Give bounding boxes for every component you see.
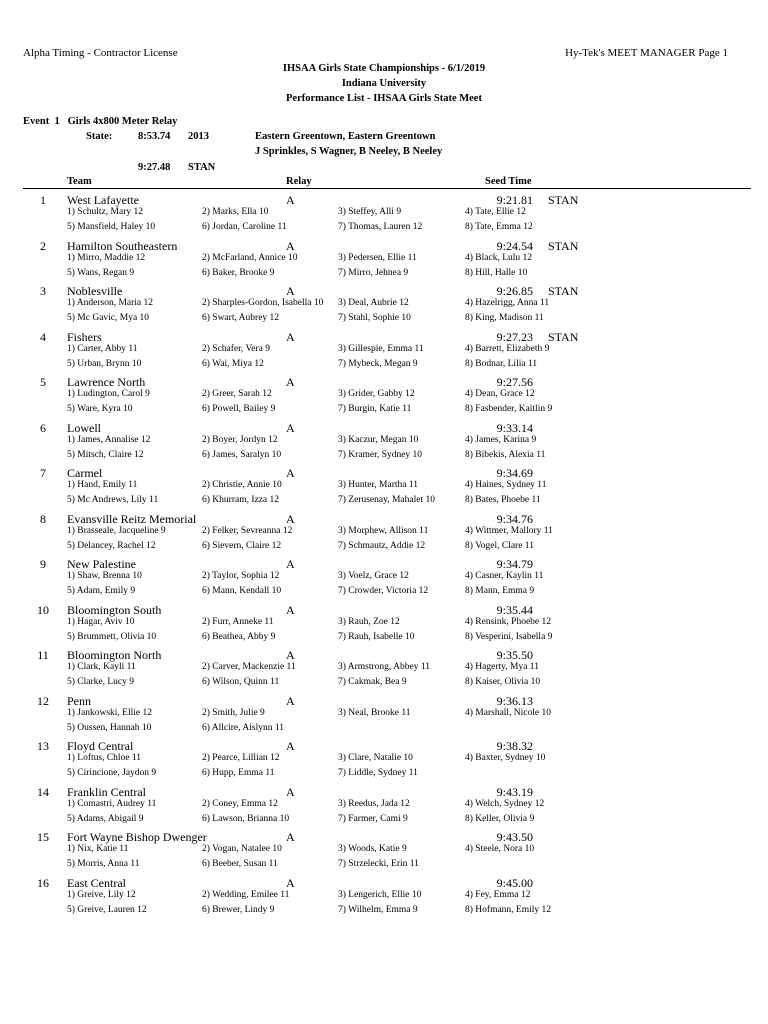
entry-relay: A: [286, 830, 295, 844]
swimmer-name: 3) Pedersen, Ellie 11: [338, 252, 417, 263]
relay-entry: [0, 648, 768, 693]
swimmer-name: 3) Voelz, Grace 12: [338, 571, 409, 581]
entry-seed-time: 9:34.69: [496, 466, 533, 480]
swimmer-name: 7) Crowder, Victoria 12: [338, 586, 429, 596]
entry-seed-time: 9:27.56: [496, 375, 533, 389]
swimmer-name: 5) Cirincione, Jaydon 9: [67, 768, 157, 778]
swimmer-name: 1) Brasseale, Jacqueline 9: [67, 525, 166, 536]
swimmer-name: 7) Wilhelm, Emma 9: [338, 904, 418, 915]
swimmer-name: 5) Brummett, Olivia 10: [67, 631, 157, 642]
swimmer-name: 2) Marks, Ella 10: [202, 207, 269, 217]
entry-team: Lawrence North: [67, 375, 146, 389]
swimmer-name: 2) Coney, Emma 12: [202, 798, 278, 809]
swimmer-name: 7) Liddle, Sydney 11: [338, 768, 418, 778]
swimmer-name: 4) Black, Lulu 12: [465, 252, 533, 263]
relay-entry: [0, 193, 768, 238]
header-divider: [23, 188, 751, 189]
swimmer-name: 8) Kaiser, Olivia 10: [465, 677, 541, 687]
swimmer-name: 4) Barrett, Elizabeth 9: [465, 343, 550, 354]
swimmer-name: 8) Vogel, Clare 11: [465, 540, 534, 551]
entry-relay: A: [286, 329, 295, 344]
relay-entry: [0, 603, 768, 648]
swimmer-name: 7) Farmer, Cami 9: [338, 813, 408, 824]
swimmer-name: 2) Greer, Sarah 12: [202, 389, 272, 399]
swimmer-name: 3) Deal, Aubrie 12: [338, 298, 409, 308]
swimmer-name: 4) Casner, Kaylin 11: [465, 571, 544, 581]
swimmer-name: 4) Baxter, Sydney 10: [465, 753, 546, 763]
swimmer-name: 3) Kaczur, Megan 10: [338, 434, 419, 445]
swimmer-name: 6) Khurram, Izza 12: [202, 495, 280, 505]
entry-rank: 12: [37, 693, 49, 708]
swimmer-name: 6) Jordan, Caroline 11: [202, 222, 287, 232]
column-team: Team: [67, 176, 92, 187]
entry-seed-time: 9:33.14: [496, 420, 533, 435]
entry-rank: 8: [40, 511, 46, 526]
swimmer-name: 5) Ware, Kyra 10: [67, 404, 133, 414]
entry-team: Noblesville: [67, 284, 123, 298]
entry-team: Penn: [67, 693, 91, 708]
entry-seed-time: 9:26.85: [496, 284, 533, 298]
entry-relay: A: [286, 420, 295, 435]
entry-seed-time: 9:21.81: [496, 193, 533, 207]
entry-rank: 15: [37, 830, 49, 844]
entry-rank: 7: [40, 466, 46, 480]
swimmer-name: 7) Mirro, Jehnea 9: [338, 267, 409, 278]
swimmer-name: 6) Allcire, Aislynn 11: [202, 722, 284, 733]
entry-rank: 3: [40, 284, 46, 298]
entry-rank: 2: [40, 238, 46, 253]
relay-entry: [0, 284, 768, 329]
swimmer-name: 3) Lengerich, Ellie 10: [338, 889, 422, 900]
swimmer-name: 5) Adams, Abigail 9: [67, 813, 144, 824]
entry-standard: STAN: [548, 284, 579, 298]
swimmer-name: 4) Fey, Emma 12: [465, 889, 531, 900]
entry-rank: 4: [40, 329, 46, 344]
entry-relay: A: [286, 466, 295, 480]
swimmer-name: 1) Loftus, Chloe 11: [67, 753, 142, 763]
swimmer-name: 3) Morphew, Allison 11: [338, 525, 429, 536]
swimmer-name: 5) Mitsch, Claire 12: [67, 449, 144, 460]
relay-entry: [0, 739, 768, 784]
entry-relay: A: [286, 693, 295, 708]
swimmer-name: 1) Nix, Katie 11: [67, 844, 129, 854]
swimmer-name: 7) Schmautz, Addie 12: [338, 540, 426, 551]
swimmer-name: 3) Neal, Brooke 11: [338, 707, 411, 718]
swimmer-name: 8) Bibekis, Alexia 11: [465, 449, 546, 460]
entry-seed-time: 9:36.13: [496, 693, 533, 708]
swimmer-name: 2) McFarland, Annice 10: [202, 252, 298, 263]
swimmer-name: 7) Cakmak, Bea 9: [338, 677, 407, 687]
entry-relay: A: [286, 602, 295, 617]
swimmer-name: 8) Bodnar, Lilia 11: [465, 358, 538, 369]
swimmer-name: 1) Jankowski, Ellie 12: [67, 707, 152, 718]
swimmer-name: 4) Welch, Sydney 12: [465, 798, 545, 809]
swimmer-name: 5) Mansfield, Haley 10: [67, 222, 156, 232]
entry-seed-time: 9:38.32: [496, 739, 533, 753]
swimmer-name: 8) Hill, Halle 10: [465, 267, 528, 278]
swimmer-name: 7) Stahl, Sophie 10: [338, 313, 411, 323]
swimmer-name: 2) Schafer, Vera 9: [202, 343, 271, 354]
swimmer-name: 5) Morris, Anna 11: [67, 859, 140, 869]
standard-time: 9:27.48: [138, 162, 171, 173]
swimmer-name: 3) Gillespie, Emma 11: [338, 343, 424, 354]
swimmer-name: 4) Marshall, Nicole 10: [465, 707, 552, 718]
swimmer-name: 6) Baker, Brooke 9: [202, 267, 275, 278]
swimmer-name: 1) Anderson, Maria 12: [67, 298, 154, 308]
entry-seed-time: 9:43.50: [496, 830, 533, 844]
relay-entry: [0, 876, 768, 921]
entry-relay: A: [286, 739, 295, 753]
entry-team: Fishers: [67, 329, 102, 344]
swimmer-name: 2) Boyer, Jordyn 12: [202, 434, 278, 445]
swimmer-name: 5) Delancey, Rachel 12: [67, 540, 156, 551]
swimmer-name: 5) Oussen, Hannah 10: [67, 722, 152, 733]
entry-seed-time: 9:35.50: [496, 648, 533, 662]
entry-relay: A: [286, 875, 295, 890]
entry-rank: 5: [40, 375, 46, 389]
state-record-year: 2013: [188, 131, 209, 142]
swimmer-name: 3) Clare, Natalie 10: [338, 753, 413, 763]
swimmer-name: 7) Zerusenay, Mahalet 10: [338, 495, 435, 505]
swimmer-name: 3) Grider, Gabby 12: [338, 389, 415, 399]
swimmer-name: 2) Carver, Mackenzie 11: [202, 662, 296, 672]
relay-entry: [0, 512, 768, 557]
swimmer-name: 7) Thomas, Lauren 12: [338, 222, 423, 232]
relay-entry: [0, 785, 768, 830]
entry-rank: 14: [37, 784, 49, 799]
swimmer-name: 7) Mybeck, Megan 9: [338, 358, 418, 369]
swimmer-name: 2) Sharples-Gordon, Isabella 10: [202, 298, 324, 308]
state-record-time: 8:53.74: [138, 131, 171, 142]
entry-rank: 16: [37, 875, 49, 890]
swimmer-name: 7) Burgin, Katie 11: [338, 404, 412, 414]
swimmer-name: 2) Vogan, Natalee 10: [202, 844, 282, 854]
swimmer-name: 6) James, Saralyn 10: [202, 449, 282, 460]
swimmer-name: 4) Steele, Nora 10: [465, 844, 535, 854]
swimmer-name: 4) James, Karina 9: [465, 434, 537, 445]
swimmer-name: 5) Urban, Brynn 10: [67, 358, 142, 369]
swimmer-name: 5) Wans, Regan 9: [67, 267, 135, 278]
entry-relay: A: [286, 784, 295, 799]
entry-team: Carmel: [67, 466, 103, 480]
entry-rank: 10: [37, 602, 49, 617]
swimmer-name: 2) Furr, Anneke 11: [202, 616, 274, 627]
swimmer-name: 8) Hofmann, Emily 12: [465, 904, 552, 915]
entry-rank: 9: [40, 557, 46, 571]
swimmer-name: 6) Lawson, Brianna 10: [202, 813, 290, 824]
swimmer-name: 7) Strzelecki, Erin 11: [338, 859, 419, 869]
entry-rank: 11: [37, 648, 49, 662]
entry-team: Lowell: [67, 420, 101, 435]
swimmer-name: 1) Shaw, Brenna 10: [67, 571, 142, 581]
entry-relay: A: [286, 648, 295, 662]
swimmer-name: 5) Mc Andrews, Lily 11: [67, 495, 159, 505]
swimmer-name: 6) Beathea, Abby 9: [202, 631, 276, 642]
entry-standard: STAN: [548, 329, 579, 344]
meet-location: Indiana University: [341, 78, 427, 89]
standard-label: STAN: [188, 162, 216, 173]
entry-team: Franklin Central: [67, 784, 146, 799]
swimmer-name: 4) Hazelrigg, Anna 11: [465, 298, 550, 308]
swimmer-name: 3) Reedus, Jada 12: [338, 798, 410, 809]
swimmer-name: 6) Sievern, Claire 12: [202, 540, 282, 551]
entry-relay: A: [286, 238, 295, 253]
swimmer-name: 6) Wilson, Quinn 11: [202, 677, 280, 687]
swimmer-name: 8) Bates, Phoebe 11: [465, 495, 541, 505]
swimmer-name: 6) Beeber, Susan 11: [202, 859, 278, 869]
swimmer-name: 4) Haines, Sydney 11: [465, 480, 547, 490]
swimmer-name: 1) James, Annalise 12: [67, 434, 151, 445]
entry-relay: A: [286, 375, 295, 389]
relay-entry: [0, 330, 768, 375]
column-seed-time: Seed Time: [485, 176, 532, 187]
entry-seed-time: 9:43.19: [496, 784, 533, 799]
entry-relay: A: [286, 557, 295, 571]
entry-relay: A: [286, 193, 295, 207]
swimmer-name: 3) Hunter, Martha 11: [338, 480, 418, 490]
swimmer-name: 3) Armstrong, Abbey 11: [338, 662, 431, 672]
swimmer-name: 8) Keller, Olivia 9: [465, 813, 535, 824]
swimmer-name: 2) Taylor, Sophia 12: [202, 571, 280, 581]
swimmer-name: 8) Mann, Emma 9: [465, 586, 535, 596]
relay-entry: [0, 830, 768, 875]
swimmer-name: 2) Pearce, Lillian 12: [202, 753, 280, 763]
swimmer-name: 4) Wittmer, Mallory 11: [465, 525, 553, 536]
header-right: Hy-Tek's MEET MANAGER Page 1: [565, 47, 728, 59]
relay-entry: [0, 375, 768, 420]
relay-entry: [0, 421, 768, 466]
swimmer-name: 7) Kramer, Sydney 10: [338, 449, 423, 460]
entry-team: Hamilton Southeastern: [67, 238, 178, 253]
entry-standard: STAN: [548, 193, 579, 207]
entry-relay: A: [286, 511, 295, 526]
swimmer-name: 7) Rauh, Isabelle 10: [338, 631, 415, 642]
entry-standard: STAN: [548, 238, 579, 253]
swimmer-name: 5) Mc Gavic, Mya 10: [67, 313, 150, 323]
entry-team: Evansville Reitz Memorial: [67, 511, 197, 526]
relay-entry: [0, 239, 768, 284]
state-label: State:: [86, 131, 113, 142]
swimmer-name: 1) Ludington, Carol 9: [67, 389, 150, 399]
swimmer-name: 4) Hagerty, Mya 11: [465, 662, 539, 672]
swimmer-name: 1) Hand, Emily 11: [67, 480, 138, 490]
entry-team: Fort Wayne Bishop Dwenger: [67, 830, 207, 844]
swimmer-name: 1) Hagar, Aviv 10: [67, 616, 135, 627]
swimmer-name: 4) Rensink, Phoebe 12: [465, 616, 552, 627]
event-label: Event 1 Girls 4x800 Meter Relay: [23, 116, 178, 127]
entry-rank: 6: [40, 420, 46, 435]
entry-team: Bloomington North: [67, 648, 162, 662]
entry-seed-time: 9:45.00: [496, 875, 533, 890]
swimmer-name: 1) Carter, Abby 11: [67, 343, 138, 354]
swimmer-name: 6) Wai, Miya 12: [202, 358, 264, 369]
relay-entry: [0, 466, 768, 511]
entry-relay: A: [286, 284, 295, 298]
entry-seed-time: 9:34.76: [496, 511, 533, 526]
column-relay: Relay: [286, 176, 312, 187]
swimmer-name: 3) Woods, Katie 9: [338, 844, 407, 854]
state-record-names: J Sprinkles, S Wagner, B Neeley, B Neeley: [255, 146, 443, 157]
swimmer-name: 8) Vesperini, Isabella 9: [465, 631, 553, 642]
swimmer-name: 1) Comastri, Audrey 11: [67, 798, 157, 809]
swimmer-name: 5) Adam, Emily 9: [67, 586, 136, 596]
entry-team: New Palestine: [67, 557, 136, 571]
relay-entry: [0, 694, 768, 739]
swimmer-name: 2) Smith, Julie 9: [202, 707, 265, 718]
swimmer-name: 1) Greive, Lily 12: [67, 889, 136, 900]
header-left: Alpha Timing - Contractor License: [23, 47, 178, 59]
relay-entry: [0, 557, 768, 602]
swimmer-name: 1) Clark, Kayli 11: [67, 662, 136, 672]
swimmer-name: 5) Clarke, Lucy 9: [67, 677, 135, 687]
swimmer-name: 2) Felker, Sevreanna 12: [202, 525, 293, 536]
entry-seed-time: 9:27.23: [496, 329, 533, 344]
swimmer-name: 8) King, Madison 11: [465, 313, 544, 323]
entry-team: Bloomington South: [67, 602, 162, 617]
swimmer-name: 3) Rauh, Zoe 12: [338, 616, 400, 627]
swimmer-name: 6) Swart, Aubrey 12: [202, 313, 280, 323]
swimmer-name: 4) Dean, Grace 12: [465, 389, 535, 399]
entry-rank: 1: [40, 193, 46, 207]
swimmer-name: 2) Wedding, Emilee 11: [202, 889, 290, 900]
entry-seed-time: 9:35.44: [496, 602, 533, 617]
entry-team: Floyd Central: [67, 739, 134, 753]
swimmer-name: 8) Fasbender, Kaitlin 9: [465, 404, 553, 414]
swimmer-name: 1) Mirro, Maddie 12: [67, 252, 146, 263]
entry-rank: 13: [37, 739, 49, 753]
state-record-team: Eastern Greentown, Eastern Greentown: [255, 131, 436, 142]
swimmer-name: 6) Mann, Kendall 10: [202, 586, 282, 596]
swimmer-name: 8) Tate, Emma 12: [465, 222, 533, 232]
meet-title: IHSAA Girls State Championships - 6/1/2019: [282, 63, 486, 74]
entry-seed-time: 9:24.54: [496, 238, 533, 253]
entry-team: West Lafayette: [67, 193, 139, 207]
swimmer-name: 5) Greive, Lauren 12: [67, 904, 147, 915]
entry-team: East Central: [67, 875, 126, 890]
swimmer-name: 6) Brewer, Lindy 9: [202, 904, 275, 915]
swimmer-name: 2) Christie, Annie 10: [202, 480, 282, 490]
swimmer-name: 6) Powell, Bailey 9: [202, 404, 276, 414]
swimmer-name: 1) Schultz, Mary 12: [67, 207, 143, 217]
swimmer-name: 6) Hupp, Emma 11: [202, 768, 275, 778]
report-title: Performance List - IHSAA Girls State Meet: [286, 93, 482, 104]
entry-seed-time: 9:34.79: [496, 557, 533, 571]
swimmer-name: 3) Steffey, Alli 9: [338, 207, 402, 217]
swimmer-name: 4) Tate, Ellie 12: [465, 207, 526, 217]
